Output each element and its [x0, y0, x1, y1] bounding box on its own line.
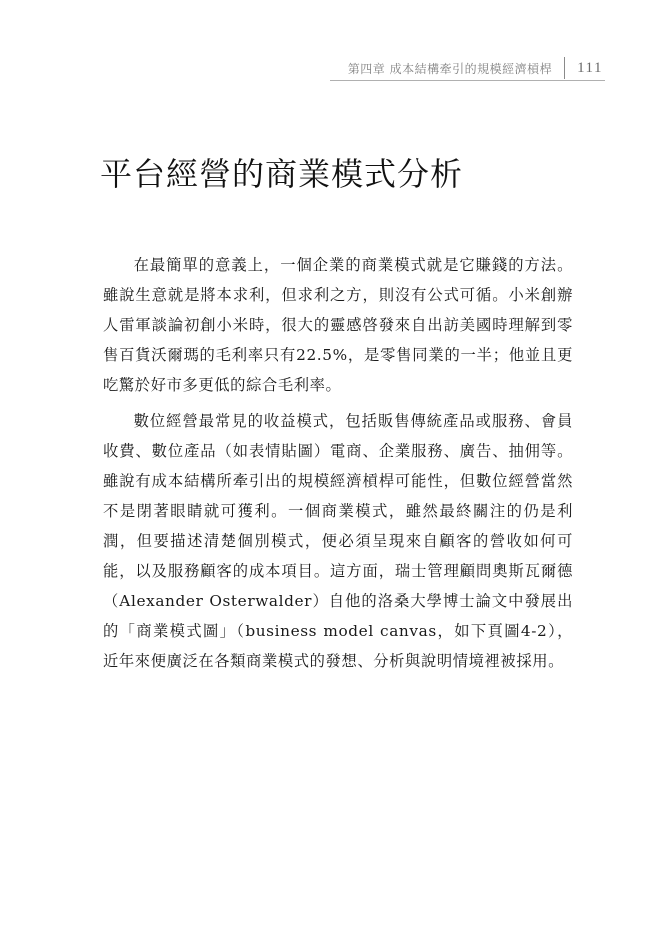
paragraph: 在最簡單的意義上，一個企業的商業模式就是它賺錢的方法。雖說生意就是將本求利，但求利之方，則沒有公式可循。小米創辦人雷軍談論初創小米時，很大的靈感啓發來自出訪美國時理解到零售百貨沃爾瑪的毛利率只有22.5%，是零售同業的一半；他並且更吃驚於好市多更低的綜合毛利率。: [103, 256, 573, 394]
header-rule: [330, 80, 605, 81]
paragraph: 數位經營最常見的收益模式，包括販售傳統產品或服務、會員收費、數位產品（如表情貼圖）電商、企業服務、廣告、抽佣等。雖說有成本結構所牽引出的規模經濟槓桿可能性，但數位經營當然不是閉著眼睛就可獲利。一個商業模式，雖然最終關注的仍是利潤，但要描述清楚個別模式，便必須呈現來自顧客的營收如何可能，以及服務顧客的成本項目。這方面，瑞士管理顧問奧斯瓦爾德（Alexander Osterwalder）自他的洛桑大學博士論文中發展出的「商業模式圖」（business model canvas，如下頁圖4-2），近年來便廣泛在各類商業模式的發想、分析與說明情境裡被採用。: [103, 412, 573, 670]
page-number: 111: [577, 59, 603, 76]
body-text: [103, 250, 573, 682]
chapter-title: 第四章 成本結構牽引的規模經濟槓桿: [347, 61, 553, 76]
running-header: [348, 57, 603, 79]
header-divider: [564, 57, 565, 79]
section-title: 平台經營的商業模式分析: [100, 155, 464, 193]
